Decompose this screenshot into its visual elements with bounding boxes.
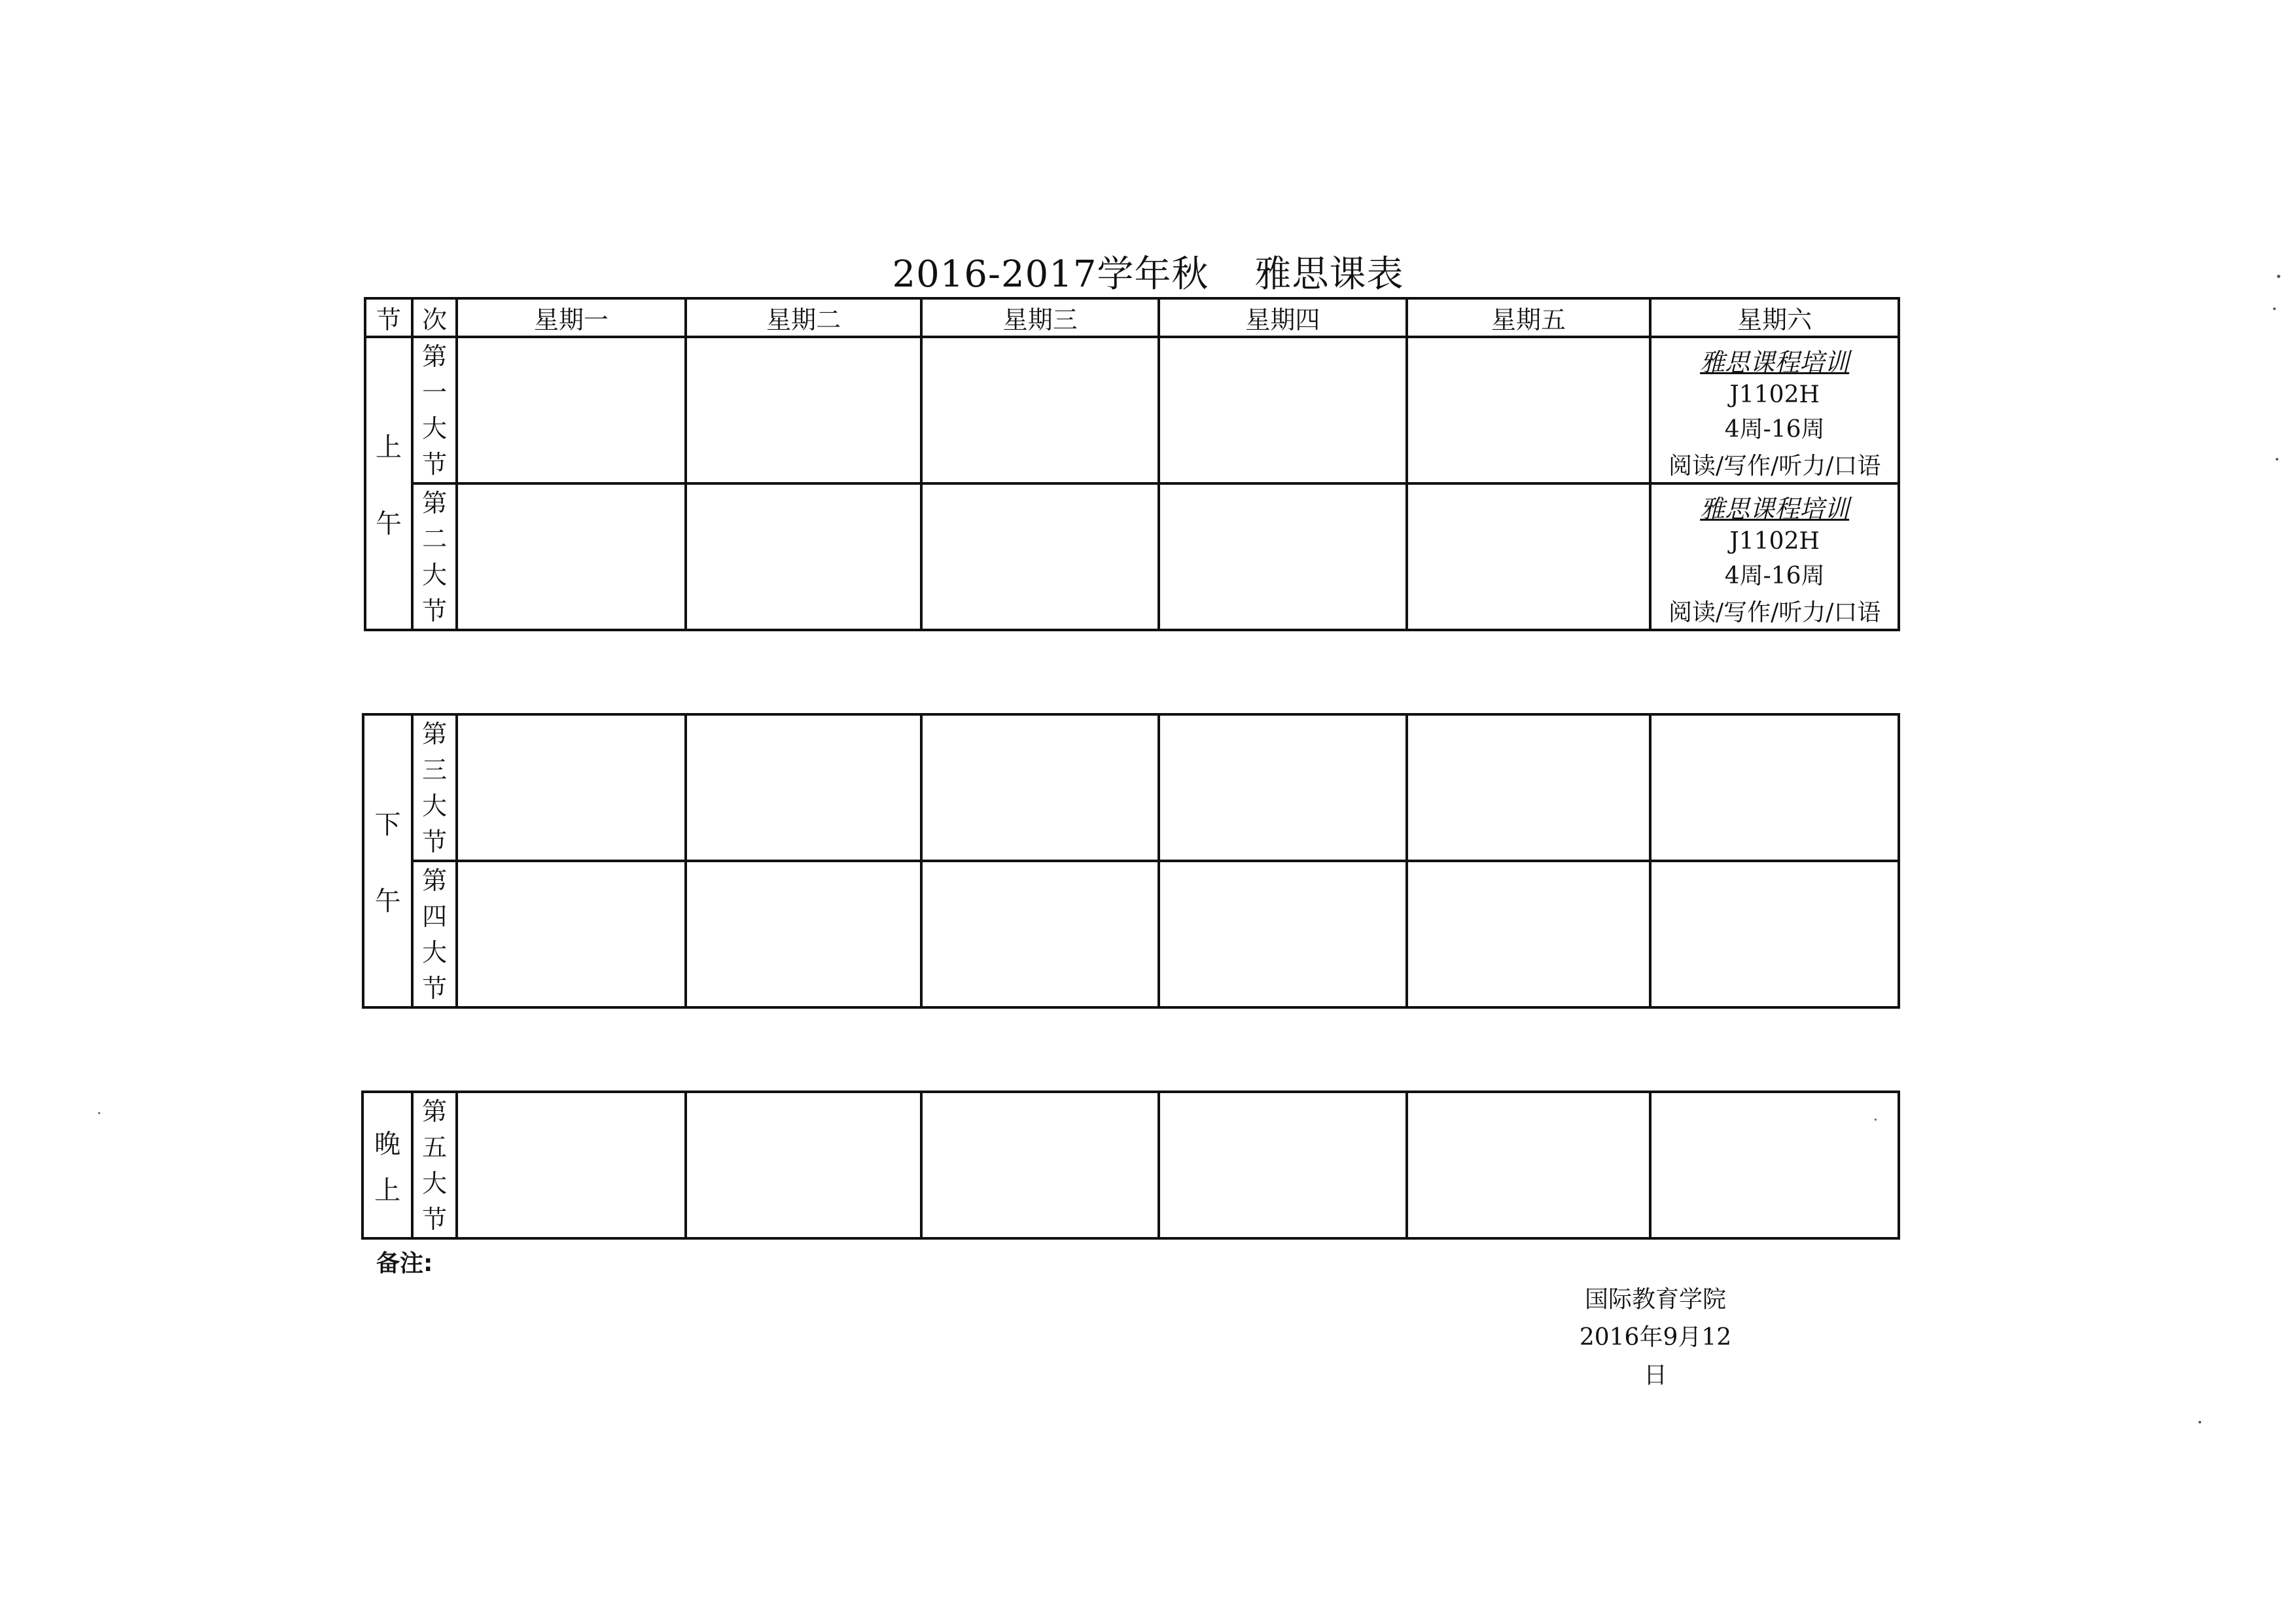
cell-pm3-thu[interactable] [1159, 714, 1407, 861]
cell-eve5-wed[interactable] [921, 1092, 1159, 1238]
title-name: 雅思课表 [1254, 253, 1404, 296]
course-name: 雅思课程培训 [1700, 348, 1850, 377]
pm-period-4-row [363, 861, 1899, 1007]
am-label: 上 午 [365, 337, 412, 630]
cell-pm3-sat[interactable] [1650, 714, 1899, 861]
cell-pm3-tue[interactable] [686, 714, 922, 861]
cell-am2-sat[interactable] [1650, 483, 1899, 630]
course-block [1651, 486, 1898, 627]
header-day-wed: 星期三 [921, 298, 1159, 337]
scan-speck [2277, 275, 2280, 278]
cell-pm4-mon[interactable] [457, 861, 686, 1007]
course-content: 阅读/写作/听力/口语 [1668, 599, 1881, 626]
header-day-thu: 星期四 [1159, 298, 1407, 337]
afternoon-table [362, 713, 1900, 1009]
course-name: 雅思课程培训 [1700, 495, 1850, 523]
eve-label: 晚 上 [362, 1092, 412, 1238]
cell-am2-fri[interactable] [1407, 483, 1651, 630]
am-period-1-row [365, 337, 1899, 483]
cell-am2-tue[interactable] [686, 483, 922, 630]
pm-period-4-label: 第 四 大 节 [412, 861, 457, 1007]
header-day-tue: 星期二 [686, 298, 922, 337]
pm-period-3-label: 第 三 大 节 [412, 714, 457, 861]
cell-eve5-mon[interactable] [457, 1092, 686, 1238]
page-title [0, 245, 2296, 298]
course-room: J1102H [1729, 381, 1820, 408]
course-room: J1102H [1729, 527, 1820, 555]
header-ci: 次 [412, 298, 457, 337]
course-weeks: 4周-16周 [1724, 563, 1825, 590]
cell-am2-mon[interactable] [457, 483, 686, 630]
header-day-fri: 星期五 [1407, 298, 1651, 337]
course-weeks: 4周-16周 [1724, 416, 1825, 444]
title-term: 2016-2017学年秋 [892, 253, 1209, 296]
cell-am1-mon[interactable] [457, 337, 686, 483]
cell-am2-wed[interactable] [921, 483, 1159, 630]
cell-eve5-sat[interactable] [1650, 1092, 1899, 1238]
cell-pm4-wed[interactable] [921, 861, 1159, 1007]
cell-pm3-mon[interactable] [457, 714, 686, 861]
course-block [1651, 340, 1898, 481]
cell-am2-thu[interactable] [1159, 483, 1407, 630]
scan-speck [2276, 458, 2278, 461]
am-period-2-label: 第 二 大 节 [412, 483, 457, 630]
cell-pm4-sat[interactable] [1650, 861, 1899, 1007]
header-day-mon: 星期一 [457, 298, 686, 337]
am-period-1-label: 第 一 大 节 [412, 337, 457, 483]
cell-pm4-fri[interactable] [1407, 861, 1651, 1007]
cell-eve5-tue[interactable] [686, 1092, 922, 1238]
cell-pm4-thu[interactable] [1159, 861, 1407, 1007]
cell-pm3-wed[interactable] [921, 714, 1159, 861]
cell-am1-fri[interactable] [1407, 337, 1651, 483]
eve-period-5-label: 第 五 大 节 [412, 1092, 457, 1238]
evening-table [361, 1091, 1900, 1240]
am-period-2-row [365, 483, 1899, 630]
header-day-sat: 星期六 [1650, 298, 1899, 337]
scan-speck [1875, 1119, 1877, 1121]
pm-label: 下 午 [363, 714, 412, 1007]
cell-am1-sat[interactable] [1650, 337, 1899, 483]
pm-period-3-row [363, 714, 1899, 861]
cell-eve5-fri[interactable] [1407, 1092, 1651, 1238]
morning-table [364, 297, 1900, 631]
scan-speck [2273, 307, 2276, 310]
issuer-date: 2016年9月12日 [1579, 1324, 1732, 1389]
cell-am1-thu[interactable] [1159, 337, 1407, 483]
cell-am1-wed[interactable] [921, 337, 1159, 483]
scan-speck [2199, 1421, 2201, 1423]
course-content: 阅读/写作/听力/口语 [1668, 452, 1881, 480]
issuer-org: 国际教育学院 [1584, 1286, 1726, 1313]
eve-period-5-row [362, 1092, 1899, 1238]
cell-pm4-tue[interactable] [686, 861, 922, 1007]
cell-pm3-fri[interactable] [1407, 714, 1651, 861]
remarks-label: 备注: [376, 1250, 433, 1277]
header-row [365, 298, 1899, 337]
header-jie: 节 [365, 298, 412, 337]
cell-am1-tue[interactable] [686, 337, 922, 483]
scan-speck [98, 1112, 100, 1114]
issuer-block [1570, 1281, 1740, 1395]
cell-eve5-thu[interactable] [1159, 1092, 1407, 1238]
